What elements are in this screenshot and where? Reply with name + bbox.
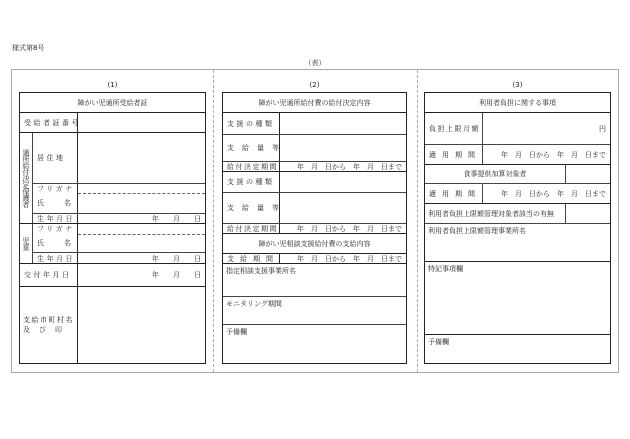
form-number: 様式第8号 (12, 44, 45, 52)
panel-divider (213, 70, 214, 372)
panel-1-title: 障がい児通所受給者証 (77, 98, 148, 107)
decision-period-label-2: 給付決定期間 (223, 224, 280, 233)
child-birthdate-field[interactable]: 年 月 日 (152, 254, 201, 263)
meal-addition-label: 食事提供加算対象者 (425, 165, 566, 183)
monitoring-period-field[interactable] (223, 297, 406, 324)
quantity-label-2: 支給量等 (223, 193, 280, 223)
guardian-name-field[interactable] (78, 193, 205, 213)
cap-management-target-label: 利用者負担上限額管理対象者該当の有無 (425, 204, 566, 223)
cap-management-office-label: 利用者負担上限額管理事業所名 (428, 227, 526, 235)
panel-2-reserve-label: 予備欄 (226, 328, 247, 336)
support-type-label: 支援の種類 (223, 113, 280, 134)
decision-period-label: 給付決定期間 (223, 162, 280, 171)
child-furigana-label: フリガナ (33, 224, 78, 234)
guardian-address-label: 居住地 (33, 133, 78, 183)
child-name-label: 氏名 (33, 234, 78, 252)
side-label: （表） (304, 59, 326, 67)
child-group-label: 児童 (20, 224, 33, 263)
municipality-label-line2: 及 び 印 (23, 326, 63, 334)
support-type-field-2[interactable] (280, 172, 406, 192)
consult-office-label: 指定相談支援事業所名 (226, 267, 296, 275)
guardian-furigana-field[interactable] (78, 184, 205, 193)
panel-user-burden (424, 92, 611, 364)
guardian-name-label: 氏名 (33, 193, 78, 213)
special-notes-field[interactable] (425, 262, 610, 334)
child-block (20, 223, 205, 263)
panel-2-reserve-field[interactable] (223, 325, 406, 363)
child-name-field[interactable] (78, 234, 205, 252)
issue-date-field[interactable]: 年 月 日 (152, 271, 201, 279)
panel-3-reserve-field[interactable] (425, 335, 610, 363)
special-notes-label: 特記事項欄 (428, 265, 463, 273)
cap-management-target-field[interactable] (566, 204, 610, 223)
cert-number-field[interactable] (78, 113, 205, 132)
guardian-group-label: 通所給付決定保護者 (20, 133, 33, 223)
monitoring-period-label: モニタリング期間 (226, 300, 282, 308)
support-type-field[interactable] (280, 113, 406, 134)
panel-2-number: (2) (309, 81, 320, 89)
support-type-label-2: 支援の種類 (223, 172, 280, 192)
decision-period-field[interactable]: 年 月 日から 年 月 日まで (297, 162, 402, 171)
issue-date-label: 交付年月日 (20, 264, 78, 286)
panel-3-number: (3) (512, 81, 523, 89)
panel-benefit-decision (222, 92, 407, 364)
applicable-period-field-2[interactable]: 年 月 日から 年 月 日まで (501, 189, 606, 198)
panel-2-title: 障がい児通所給付費の給付決定内容 (258, 98, 371, 107)
quantity-field[interactable] (280, 135, 406, 161)
applicable-period-label-2: 適用期間 (425, 184, 483, 203)
child-furigana-field[interactable] (78, 224, 205, 234)
municipality-label-line1: 支給市町村名 (23, 316, 74, 324)
applicable-period-field[interactable]: 年 月 日から 年 月 日まで (501, 150, 606, 159)
municipality-seal-field[interactable] (78, 287, 205, 363)
quantity-label: 支給量等 (223, 135, 280, 161)
guardian-birthdate-field[interactable]: 年 月 日 (152, 215, 201, 223)
panel-recipient-certificate (19, 92, 206, 364)
cap-management-office-field[interactable] (425, 224, 610, 261)
guardian-birthdate-label: 生年月日 (33, 214, 78, 224)
monthly-cap-label: 負担上限月額 (425, 113, 483, 144)
decision-period-field-2[interactable]: 年 月 日から 年 月 日まで (297, 224, 402, 233)
guardian-furigana-label: フリガナ (33, 184, 78, 193)
payment-period-label: 支給期間 (223, 254, 280, 263)
panel-3-title: 利用者負担に関する事項 (479, 98, 556, 107)
payment-period-field[interactable]: 年 月 日から 年 月 日まで (297, 254, 402, 263)
panel-divider (417, 70, 418, 372)
quantity-field-2[interactable] (280, 193, 406, 223)
guardian-address-field[interactable] (78, 133, 205, 183)
applicable-period-label: 適用期間 (425, 145, 483, 164)
child-birthdate-label: 生年月日 (33, 253, 78, 264)
meal-addition-field[interactable] (566, 165, 610, 183)
guardian-block (20, 132, 205, 223)
consult-support-title: 障がい児相談支援給付費の支給内容 (258, 239, 371, 248)
panel-1-number: (1) (107, 81, 118, 89)
panel-3-reserve-label: 予備欄 (428, 338, 449, 346)
consult-office-field[interactable] (223, 264, 406, 296)
monthly-cap-field[interactable]: 円 (599, 124, 606, 133)
cert-number-label: 受給者証番号 (20, 113, 78, 132)
